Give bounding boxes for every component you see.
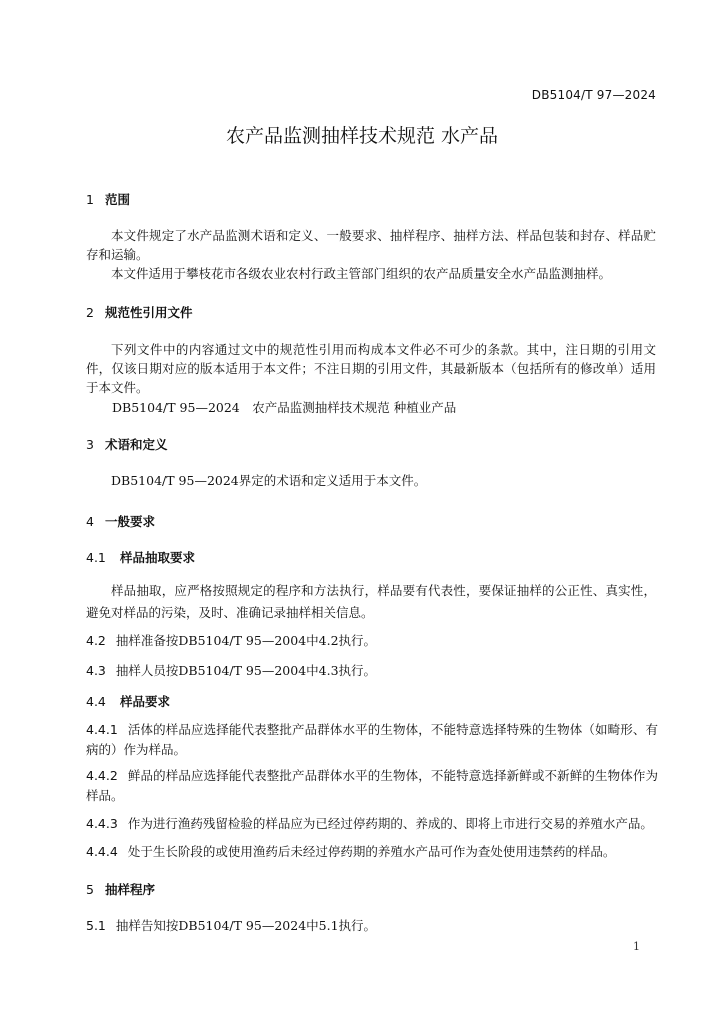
section-2-heading bbox=[86, 303, 193, 321]
section-title: 术语和定义 bbox=[105, 437, 168, 452]
section-1-paragraph-2: 本文件适用于攀枝花市各级农业农村行政主管部门组织的农产品质量安全水产品监测抽样。 bbox=[111, 266, 612, 281]
clause-number: 4.4.3 bbox=[86, 816, 118, 831]
section-1-heading bbox=[86, 190, 130, 208]
section-number: 1 bbox=[86, 192, 94, 207]
subsection-number: 4.4 bbox=[86, 694, 106, 709]
subsection-number: 4.3 bbox=[86, 663, 106, 678]
subsection-title: 样品抽取要求 bbox=[120, 550, 196, 565]
subsection-number: 4.1 bbox=[86, 550, 106, 565]
clause-text: 处于生长阶段的或使用渔药后未经过停药期的养殖水产品可作为查处使用违禁药的样品。 bbox=[127, 844, 616, 859]
clause-number: 4.4.4 bbox=[86, 844, 118, 859]
section-2-paragraph-1: 下列文件中的内容通过文中的规范性引用而构成本文件必不可少的条款。其中，注日期的引用文件，仅该日期对应的版本适用于本文件；不注日期的引用文件，其最新版本（包括所有的修改单）适用于本文件。 bbox=[86, 342, 656, 395]
section-4-heading bbox=[86, 512, 155, 530]
section-number: 4 bbox=[86, 514, 94, 529]
clause-number: 4.4.2 bbox=[86, 768, 118, 783]
clause-4-4-4 bbox=[86, 842, 658, 862]
subsection-4-1-paragraph: 样品抽取，应严格按照规定的程序和方法执行，样品要有代表性，要保证抽样的公正性、真实性，避免对样品的污染，及时、准确记录抽样相关信息。 bbox=[86, 583, 656, 620]
subsection-number: 4.2 bbox=[86, 633, 106, 648]
subsection-4-4-heading bbox=[86, 692, 170, 710]
subsection-5-1 bbox=[86, 916, 658, 936]
clause-4-4-1 bbox=[86, 720, 658, 760]
subsection-number: 5.1 bbox=[86, 918, 106, 933]
clause-text: 鲜品的样品应选择能代表整批产品群体水平的生物体，不能特意选择新鲜或不新鲜的生物体作为样品。 bbox=[86, 768, 658, 803]
section-1-paragraph-1: 本文件规定了水产品监测术语和定义、一般要求、抽样程序、抽样方法、样品包装和封存、样品贮存和运输。 bbox=[86, 228, 656, 262]
section-5-heading bbox=[86, 880, 155, 898]
section-number: 2 bbox=[86, 305, 94, 320]
section-number: 5 bbox=[86, 882, 94, 897]
subsection-title: 样品要求 bbox=[120, 694, 171, 709]
subsection-text: 抽样告知按DB5104/T 95—2024中5.1执行。 bbox=[115, 918, 377, 933]
clause-4-4-2 bbox=[86, 766, 658, 806]
clause-text: 作为进行渔药残留检验的样品应为已经过停药期的、养成的、即将上市进行交易的养殖水产品。 bbox=[127, 816, 653, 831]
clause-4-4-3 bbox=[86, 814, 658, 834]
normative-reference: DB5104/T 95—2024 农产品监测抽样技术规范 种植业产品 bbox=[112, 400, 457, 415]
clause-number: 4.4.1 bbox=[86, 722, 118, 737]
page-number: 1 bbox=[633, 940, 640, 953]
standard-code: DB5104/T 97—2024 bbox=[531, 88, 656, 102]
section-3-heading bbox=[86, 435, 168, 453]
section-title: 抽样程序 bbox=[105, 882, 156, 897]
subsection-4-3 bbox=[86, 661, 658, 681]
subsection-4-2 bbox=[86, 631, 658, 651]
clause-text: 活体的样品应选择能代表整批产品群体水平的生物体，不能特意选择特殊的生物体（如畸形、有病的）作为样品。 bbox=[86, 722, 658, 757]
subsection-text: 抽样准备按DB5104/T 95—2004中4.2执行。 bbox=[115, 633, 377, 648]
subsection-text: 抽样人员按DB5104/T 95—2004中4.3执行。 bbox=[115, 663, 377, 678]
section-title: 范围 bbox=[105, 192, 131, 207]
subsection-4-1-heading bbox=[86, 548, 195, 566]
document-title: 农产品监测抽样技术规范 水产品 bbox=[225, 125, 499, 147]
section-3-paragraph-1: DB5104/T 95—2024界定的术语和定义适用于本文件。 bbox=[111, 473, 427, 488]
section-title: 一般要求 bbox=[105, 514, 156, 529]
section-number: 3 bbox=[86, 437, 94, 452]
section-title: 规范性引用文件 bbox=[105, 305, 193, 320]
